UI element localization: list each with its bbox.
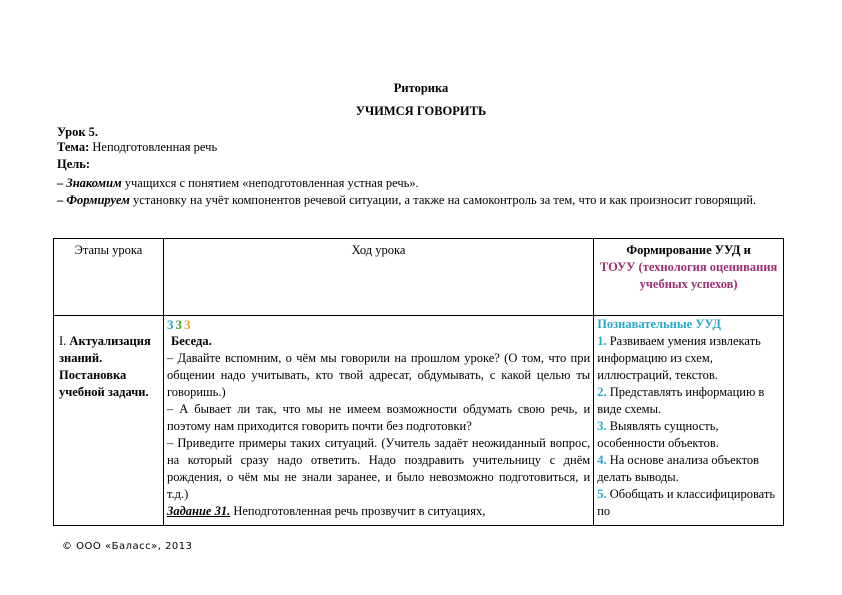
header-uud	[594, 239, 784, 316]
task-label: Задание 31.	[166, 504, 231, 518]
lesson-number-text: Урок 5.	[57, 125, 99, 139]
lesson-number	[57, 125, 785, 141]
digit-green: 3	[175, 317, 184, 332]
uud-item: 3. Выявлять сущность, особенности объектов.	[597, 419, 719, 450]
goal-label-line	[57, 157, 785, 173]
table-header-row	[54, 239, 784, 316]
digit-orange: 3	[183, 317, 193, 332]
goal-item-2	[57, 193, 785, 209]
goal-label: Цель:	[57, 157, 91, 171]
uud-item: 1. Развиваем умения извлекать информацию из схем, иллюстраций, текстов.	[597, 334, 761, 382]
difficulty-digits	[167, 316, 590, 333]
task-text: Неподготовленная речь прозвучит в ситуациях,	[230, 504, 486, 518]
topic-text: Неподготовленная речь	[92, 140, 218, 154]
table-row	[54, 316, 784, 526]
stage-number: I.	[59, 334, 67, 348]
topic-label: Тема:	[57, 140, 90, 154]
stage-label	[57, 333, 160, 401]
goal-verb: Формируем	[66, 193, 130, 207]
course-line: – Приведите примеры таких ситуаций. (Учитель задаёт неожиданный вопрос, на который сразу надо ответить. Надо поздравить учительницу с днём рождения, о чём мы не знали заранее, и было невозможно подготовиться, и т.д.)	[166, 436, 591, 501]
uud-item: 5. Обобщать и классифицировать по	[597, 487, 776, 518]
course-line: – А бывает ли так, что мы не имеем возможности обдумать свою речь, и поэтому нам приходится говорить почти без подготовки?	[166, 402, 591, 433]
digit-blue: 3	[166, 317, 176, 332]
stage-text: Актуализация знаний. Постановка учебной задачи.	[59, 334, 151, 399]
footer-copyright: © ООО «Баласс», 2013	[62, 541, 193, 552]
goal-text: установку на учёт компонентов речевой ситуации, а также на самоконтроль за тем, что и как произносит говорящий.	[129, 193, 757, 207]
course-cell	[163, 316, 593, 526]
page-title: УЧИМСЯ ГОВОРИТЬ	[355, 104, 487, 118]
uud-item: 2. Представлять информацию в виде схемы.	[597, 385, 765, 416]
header-course: Ход урока	[163, 239, 593, 316]
header-stages: Этапы урока	[54, 239, 164, 316]
uud-item: 4. На основе анализа объектов делать выводы.	[597, 453, 760, 484]
course-title: Беседа.	[170, 334, 212, 348]
goal-dash: –	[57, 176, 67, 190]
header-uud-line2: ТОУУ (технология оценивания учебных успехов)	[599, 260, 778, 291]
task-line	[167, 503, 590, 520]
goal-item-1	[57, 176, 785, 192]
uud-cell	[594, 316, 784, 526]
course-line: – Давайте вспомним, о чём мы говорили на прошлом уроке? (О том, что при общении надо учитывать, кто твой адресат, обдумывать, с какой целью ты говоришь.)	[166, 351, 591, 399]
lesson-topic	[57, 140, 785, 156]
goal-text: учащихся с понятием «неподготовленная устная речь».	[121, 176, 419, 190]
goal-verb: Знакомим	[66, 176, 122, 190]
goal-dash: –	[57, 193, 67, 207]
header-uud-line1: Формирование УУД и	[626, 243, 751, 257]
subject-heading: Риторика	[393, 81, 449, 95]
stage-cell	[54, 316, 164, 526]
lesson-table	[53, 238, 784, 526]
uud-title: Познавательные УУД	[597, 317, 721, 331]
